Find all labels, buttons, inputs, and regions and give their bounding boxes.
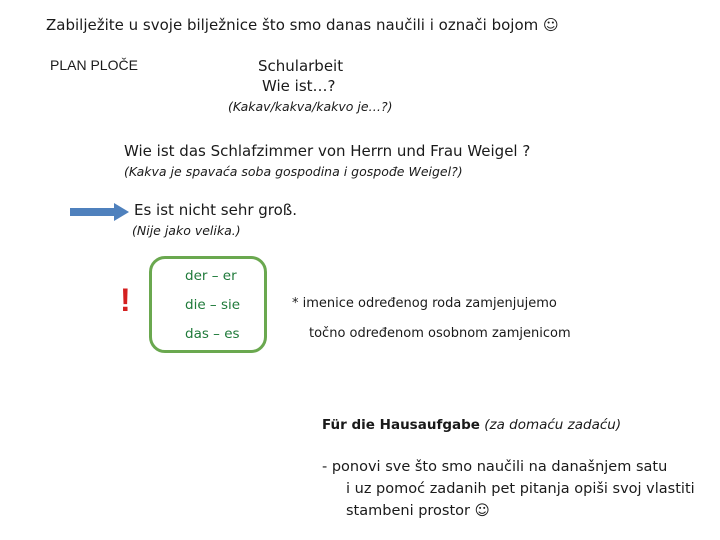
heading-title: Schularbeit	[258, 57, 344, 75]
example-answer: Es ist nicht sehr groß.	[134, 201, 298, 219]
homework-title-german: Für die Hausaufgabe	[322, 417, 480, 433]
homework-title	[322, 417, 621, 433]
homework-item-line2: i uz pomoć zadanih pet pitanja opiši svoj vlastiti	[346, 481, 695, 497]
grammar-note-line2: točno određenom osobnom zamjenicom	[309, 326, 571, 341]
pronoun-pair-das: das – es	[185, 326, 240, 342]
grammar-note-line1: * imenice određenog roda zamjenjujemo	[292, 296, 557, 311]
intro-instruction: Zabilježite u svoje bilježnice što smo danas naučili i označi bojom ☺	[46, 16, 559, 34]
pronoun-pair-die: die – sie	[185, 297, 241, 313]
homework-title-translation: (za domaću zadaću)	[484, 417, 622, 433]
heading-translation: (Kakav/kakva/kakvo je…?)	[228, 99, 393, 114]
heading-question: Wie ist…?	[262, 77, 336, 95]
exclamation-mark: !	[120, 282, 131, 318]
example-question: Wie ist das Schlafzimmer von Herrn und Frau Weigel ?	[124, 142, 531, 160]
homework-item-line1: - ponovi sve što smo naučili na današnjem satu	[322, 459, 668, 475]
right-arrow-icon	[70, 202, 130, 222]
example-answer-translation: (Nije jako velika.)	[132, 223, 241, 238]
example-question-translation: (Kakva je spavaća soba gospodina i gospođe Weigel?)	[124, 164, 463, 179]
plan-label: PLAN PLOČE	[50, 57, 138, 73]
pronoun-pair-der: der – er	[185, 268, 237, 284]
homework-item-line3: stambeni prostor ☺	[346, 503, 490, 519]
